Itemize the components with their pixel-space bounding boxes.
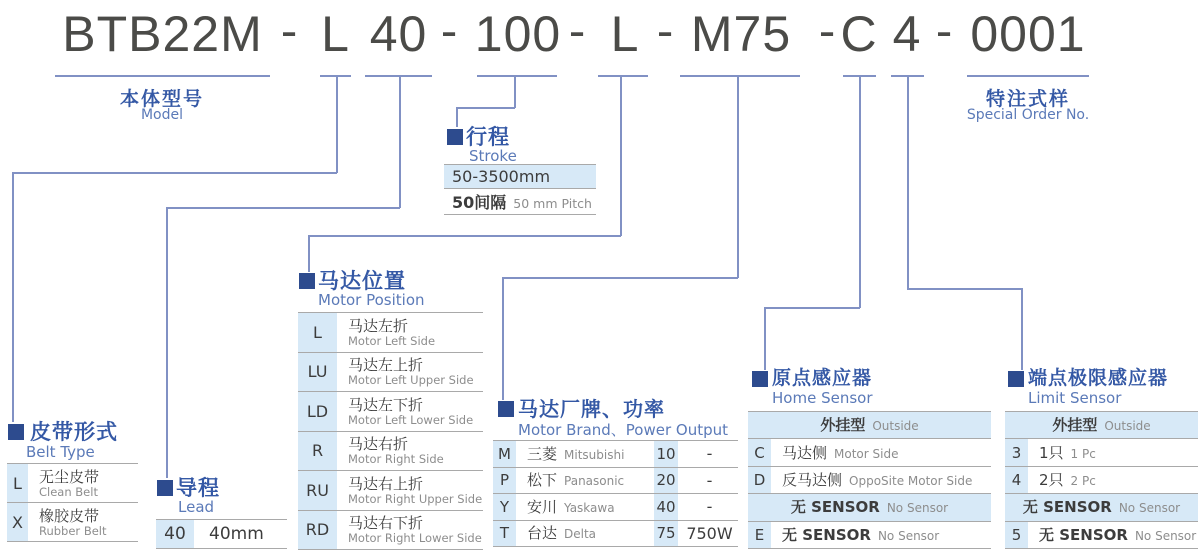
home-sensor-group-zh: 无 SENSOR — [790, 498, 880, 517]
table-row — [7, 503, 138, 542]
model-separator: - — [280, 4, 298, 58]
table-row — [298, 432, 483, 472]
connector-stroke-line — [514, 77, 516, 108]
table-row — [7, 464, 138, 503]
belt-desc-zh: 无尘皮带 — [39, 467, 100, 486]
limit-sensor-desc-en: 2 Pc — [1070, 473, 1096, 488]
home-sensor-desc-en: Motor Side — [834, 446, 899, 461]
table-row — [493, 494, 738, 521]
underline-motor-brand — [680, 75, 800, 77]
belt-code: X — [7, 503, 31, 541]
motor-brand-code: M — [493, 441, 519, 467]
limit-sensor-group-en: No Sensor — [1118, 501, 1181, 516]
motor-position-desc-zh: 马达左折 — [348, 316, 409, 335]
belt-title-zh: 皮带形式 — [30, 420, 118, 444]
table-row — [493, 441, 738, 468]
table-row — [493, 468, 738, 495]
motor-brand-code: Y — [493, 494, 519, 520]
connector-lead-line — [166, 207, 168, 478]
motor-position-desc-zh: 马达右下折 — [348, 514, 424, 533]
motor-position-table — [298, 312, 483, 550]
motor-position-desc-zh: 马达左下折 — [348, 395, 424, 414]
motor-position-desc-en: Motor Right Lower Side — [348, 531, 482, 546]
connector-limit-sensor-line — [907, 288, 1022, 290]
home-sensor-desc-zh: 无 SENSOR — [782, 525, 871, 544]
motor-position-code: R — [298, 432, 340, 471]
limit-sensor-code: 3 — [1005, 439, 1031, 465]
motor-position-desc-en: Motor Right Upper Side — [348, 491, 483, 506]
connector-motor-brand-line — [502, 277, 504, 400]
motor-brand-zh: 安川 — [527, 497, 558, 516]
home-sensor-code: E — [748, 522, 774, 548]
model-separator: - — [935, 4, 953, 58]
model-segment-stroke: 100 — [474, 6, 562, 62]
motor-power: 75 — [651, 521, 681, 547]
model-label-en: Model — [140, 107, 184, 123]
home-sensor-desc-zh: 反马达侧 — [782, 470, 843, 489]
connector-motor-position-line — [620, 77, 622, 236]
home-sensor-desc-zh: 马达侧 — [782, 443, 828, 462]
limit-sensor-code: 5 — [1005, 522, 1031, 548]
connector-belt-line — [336, 77, 338, 173]
table-row — [298, 353, 483, 393]
model-segment-special-order: 0001 — [970, 6, 1086, 62]
home-sensor-table — [748, 411, 991, 549]
connector-home-sensor-line — [859, 77, 861, 308]
motor-watt: - — [706, 497, 713, 517]
underline-body — [55, 75, 270, 77]
connector-stroke-line — [456, 107, 458, 127]
connector-motor-position-line — [308, 235, 621, 237]
table-group-row — [1005, 494, 1198, 521]
limit-sensor-desc-en: No Sensor — [1134, 528, 1197, 543]
motor-brand-zh: 松下 — [527, 471, 558, 490]
connector-home-sensor-line — [764, 307, 860, 309]
section-marker-icon — [8, 424, 24, 440]
motor-position-title-en: Motor Position — [318, 291, 425, 309]
connector-limit-sensor-line — [1021, 288, 1023, 370]
underline-stroke — [477, 75, 557, 77]
motor-brand-en: Panasonic — [564, 474, 625, 489]
motor-brand-title-en: Motor Brand、Power Output — [518, 421, 729, 439]
belt-table — [7, 463, 138, 542]
table-row — [298, 392, 483, 432]
belt-code: L — [7, 464, 31, 502]
motor-position-desc-zh: 马达右折 — [348, 435, 409, 454]
limit-sensor-group-zh: 外挂型 — [1052, 416, 1098, 435]
connector-motor-position-line — [308, 235, 310, 272]
lead-title-zh: 导程 — [176, 476, 220, 500]
table-group-row — [1005, 412, 1198, 439]
motor-watt: 750W — [686, 523, 733, 543]
table-row — [1005, 522, 1198, 549]
table-row — [1005, 467, 1198, 494]
motor-watt: - — [706, 470, 713, 490]
model-segment-lead: 40 — [369, 6, 428, 62]
special-order-label-en: Special Order No. — [966, 107, 1090, 123]
limit-sensor-table — [1005, 411, 1198, 549]
connector-lead-line — [166, 207, 400, 209]
table-row — [748, 522, 991, 549]
model-segment-motor-position: L — [610, 6, 640, 62]
section-marker-icon — [752, 371, 768, 387]
model-segment-limit-sensor: 4 — [892, 6, 922, 62]
motor-brand-title-zh: 马达厂牌、功率 — [518, 397, 665, 421]
underline-special-order — [967, 75, 1089, 77]
connector-lead-line — [399, 77, 401, 208]
home-sensor-group-en: Outside — [872, 419, 919, 434]
connector-home-sensor-line — [764, 307, 766, 370]
motor-brand-en: Delta — [564, 527, 597, 542]
stroke-range: 50-3500mm — [452, 167, 551, 186]
underline-motor-position — [598, 75, 648, 77]
connector-belt-line — [12, 172, 337, 174]
motor-position-code: RD — [298, 511, 340, 550]
motor-position-desc-en: Motor Right Side — [348, 452, 444, 467]
model-separator: - — [568, 4, 586, 58]
motor-brand-zh: 三菱 — [527, 444, 558, 463]
motor-position-code: RU — [298, 471, 340, 510]
belt-desc-en: Rubber Belt — [39, 523, 107, 538]
connector-limit-sensor-line — [907, 77, 909, 289]
connector-motor-brand-line — [737, 77, 739, 278]
table-row — [1005, 439, 1198, 466]
section-marker-icon — [498, 401, 514, 417]
section-marker-icon — [447, 129, 463, 145]
table-row — [493, 521, 738, 548]
motor-brand-code: T — [493, 521, 519, 547]
limit-sensor-desc-zh: 无 SENSOR — [1039, 525, 1128, 544]
motor-position-desc-en: Motor Left Side — [348, 333, 436, 348]
model-segment-motor-brand: M75 — [690, 6, 792, 62]
motor-brand-en: Mitsubishi — [564, 447, 625, 462]
limit-sensor-code: 4 — [1005, 467, 1031, 493]
home-sensor-title-en: Home Sensor — [772, 389, 873, 407]
motor-position-title-zh: 马达位置 — [318, 269, 406, 293]
motor-brand-zh: 台达 — [527, 524, 558, 543]
belt-desc-en: Clean Belt — [39, 484, 98, 499]
table-row — [444, 165, 596, 189]
limit-sensor-group-zh: 无 SENSOR — [1022, 498, 1112, 517]
table-row — [298, 313, 483, 353]
home-sensor-desc-en: OppoSite Motor Side — [849, 473, 973, 488]
table-row — [298, 511, 483, 550]
motor-brand-code: P — [493, 468, 519, 494]
motor-position-desc-zh: 马达左上折 — [348, 356, 424, 375]
motor-power: 40 — [651, 494, 681, 520]
motor-watt: - — [706, 444, 713, 464]
limit-sensor-desc-zh: 2只 — [1039, 470, 1064, 489]
motor-position-desc-en: Motor Left Lower Side — [348, 412, 474, 427]
lead-title-en: Lead — [178, 498, 215, 516]
motor-position-desc-zh: 马达右上折 — [348, 474, 424, 493]
model-segment-home-sensor: C — [840, 6, 878, 62]
table-group-row — [748, 494, 991, 521]
limit-sensor-group-en: Outside — [1104, 419, 1151, 434]
section-marker-icon — [1008, 371, 1024, 387]
model-separator: - — [440, 4, 458, 58]
section-marker-icon — [299, 273, 315, 289]
motor-brand-table — [493, 440, 738, 547]
table-row — [748, 467, 991, 494]
connector-belt-line — [12, 172, 14, 422]
lead-code: 40 — [156, 520, 197, 548]
limit-sensor-desc-en: 1 Pc — [1070, 446, 1096, 461]
home-sensor-desc-en: No Sensor — [877, 528, 940, 543]
model-segment-body: BTB22M — [62, 6, 263, 62]
table-group-row — [748, 412, 991, 439]
belt-desc-zh: 橡胶皮带 — [39, 506, 100, 525]
limit-sensor-title-en: Limit Sensor — [1028, 389, 1122, 407]
special-order-label-zh: 特注式样 — [985, 88, 1070, 110]
home-sensor-group-en: No Sensor — [886, 501, 949, 516]
stroke-table — [444, 164, 596, 215]
home-sensor-title-zh: 原点感应器 — [772, 367, 873, 389]
home-sensor-code: C — [748, 439, 774, 465]
stroke-pitch-en: 50 mm Pitch — [513, 196, 592, 211]
table-row — [156, 520, 287, 549]
stroke-pitch-zh: 50间隔 — [452, 193, 507, 212]
stroke-title-en: Stroke — [469, 147, 517, 165]
motor-position-desc-en: Motor Left Upper Side — [348, 373, 474, 388]
limit-sensor-desc-zh: 1只 — [1039, 443, 1064, 462]
belt-title-en: Belt Type — [26, 443, 95, 461]
model-separator: - — [818, 4, 836, 58]
motor-position-code: LU — [298, 353, 340, 392]
motor-position-code: LD — [298, 392, 340, 431]
table-row — [748, 439, 991, 466]
motor-brand-en: Yaskawa — [564, 500, 615, 515]
table-row — [444, 189, 596, 215]
model-segment-belt: L — [321, 6, 350, 62]
limit-sensor-title-zh: 端点极限感应器 — [1028, 367, 1169, 389]
connector-stroke-line — [456, 107, 515, 109]
connector-motor-brand-line — [502, 277, 738, 279]
section-marker-icon — [157, 480, 173, 496]
motor-position-code: L — [298, 313, 340, 352]
motor-power: 10 — [651, 441, 681, 467]
table-row — [298, 471, 483, 511]
lead-value: 40mm — [209, 524, 264, 544]
stroke-title-zh: 行程 — [466, 125, 510, 149]
home-sensor-code: D — [748, 467, 774, 493]
model-label-zh: 本体型号 — [119, 88, 204, 110]
motor-power: 20 — [651, 468, 681, 494]
home-sensor-group-zh: 外挂型 — [820, 416, 866, 435]
model-separator: - — [656, 4, 674, 58]
lead-table — [156, 519, 287, 549]
